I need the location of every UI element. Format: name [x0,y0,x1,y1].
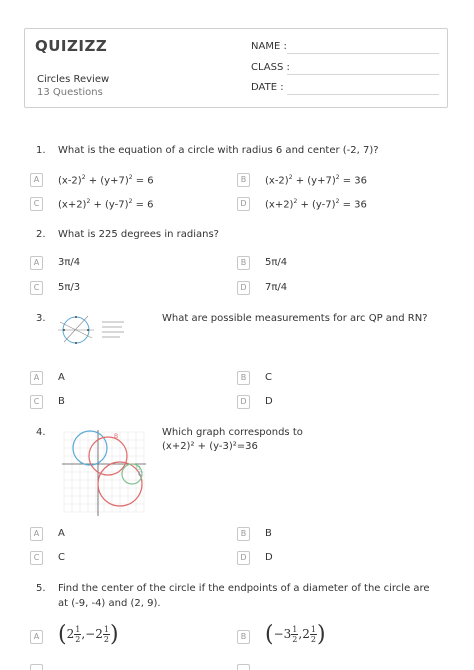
option-d-text: D [265,396,273,407]
option-b-text: $(x-2)^2 + (y+7)^2 = 36$ [265,174,368,187]
question-count: 13 Questions [37,87,103,98]
class-field[interactable] [287,74,439,75]
option-letter-a[interactable]: A [30,173,43,187]
class-label: CLASS : [251,62,290,73]
option-a-text: A [58,528,65,539]
circle-diagram-image [56,312,136,348]
option-letter-c[interactable]: C [30,197,43,211]
date-label: DATE : [251,82,284,93]
option-d-text: D [265,552,273,563]
option-letter-a[interactable]: A [30,256,43,270]
option-c-text: B [58,396,65,407]
question-text: Find the center of the circle if the endpoints of a diameter of the circle are at (-9, -4) and (2, 9). [58,583,430,609]
option-letter-b[interactable]: B [237,173,250,187]
graph-label-b: B [114,433,119,440]
option-letter-c[interactable]: C [30,551,43,565]
graph-label-c: C [138,471,143,478]
worksheet-header [24,28,448,108]
option-b-text: B [265,528,272,539]
option-letter-d[interactable]: D [237,551,250,565]
question-text: What are possible measurements for arc QP and RN? [162,313,428,324]
question-number: 2. [36,229,46,240]
option-d-text: 7π/4 [265,282,288,293]
question-number: 3. [36,313,46,324]
question-number: 1. [36,145,46,156]
option-letter-b[interactable]: B [237,630,250,644]
question-text-line-2: (x+2)² + (y-3)²=36 [162,441,258,452]
worksheet-title: Circles Review [37,74,110,85]
option-letter-c[interactable]: C [30,395,43,409]
question-text: What is 225 degrees in radians? [58,229,219,240]
option-a-text: $(x-2)^2 + (y+7)^2 = 6$ [58,174,154,187]
option-c-text: $(x+2)^2 + (y-7)^2 = 6$ [58,198,154,211]
name-field[interactable] [287,53,439,54]
option-letter-b[interactable]: B [237,527,250,541]
circle-graph-image [58,426,150,520]
question-number: 5. [36,583,46,594]
question-text: What is the equation of a circle with radius 6 and center (-2, 7)? [58,145,379,156]
option-b-math: (−3 $\frac{1}{2}$ ,2 $\frac{1}{2}$ ) [265,622,326,647]
option-a-text: A [58,372,65,383]
option-letter-b[interactable]: B [237,256,250,270]
option-letter-b[interactable]: B [237,371,250,385]
option-d-text: $(x+2)^2 + (y-7)^2 = 36$ [265,198,367,211]
date-field[interactable] [287,94,439,95]
option-letter-a[interactable]: A [30,527,43,541]
graph-label-d: D [136,465,141,472]
option-letter-d[interactable]: D [237,281,250,295]
quizizz-logo: QUIZIZZ [35,37,108,55]
option-letter-d[interactable]: D [237,395,250,409]
option-letter-d[interactable]: D [237,197,250,211]
option-a-text: 3π/4 [58,257,81,268]
option-c-text: 5π/3 [58,282,81,293]
option-letter-c-partial[interactable] [30,664,43,670]
option-c-text: C [58,552,65,563]
option-letter-d-partial[interactable] [237,664,250,670]
option-b-text: C [265,372,272,383]
name-label: NAME : [251,41,287,52]
option-letter-c[interactable]: C [30,281,43,295]
option-a-math: (2 $\frac{1}{2}$ ,−2 $\frac{1}{2}$ ) [58,622,119,647]
question-number: 4. [36,427,46,438]
option-b-text: 5π/4 [265,257,288,268]
question-text-line-1: Which graph corresponds to [162,427,303,438]
option-letter-a[interactable]: A [30,630,43,644]
option-letter-a[interactable]: A [30,371,43,385]
